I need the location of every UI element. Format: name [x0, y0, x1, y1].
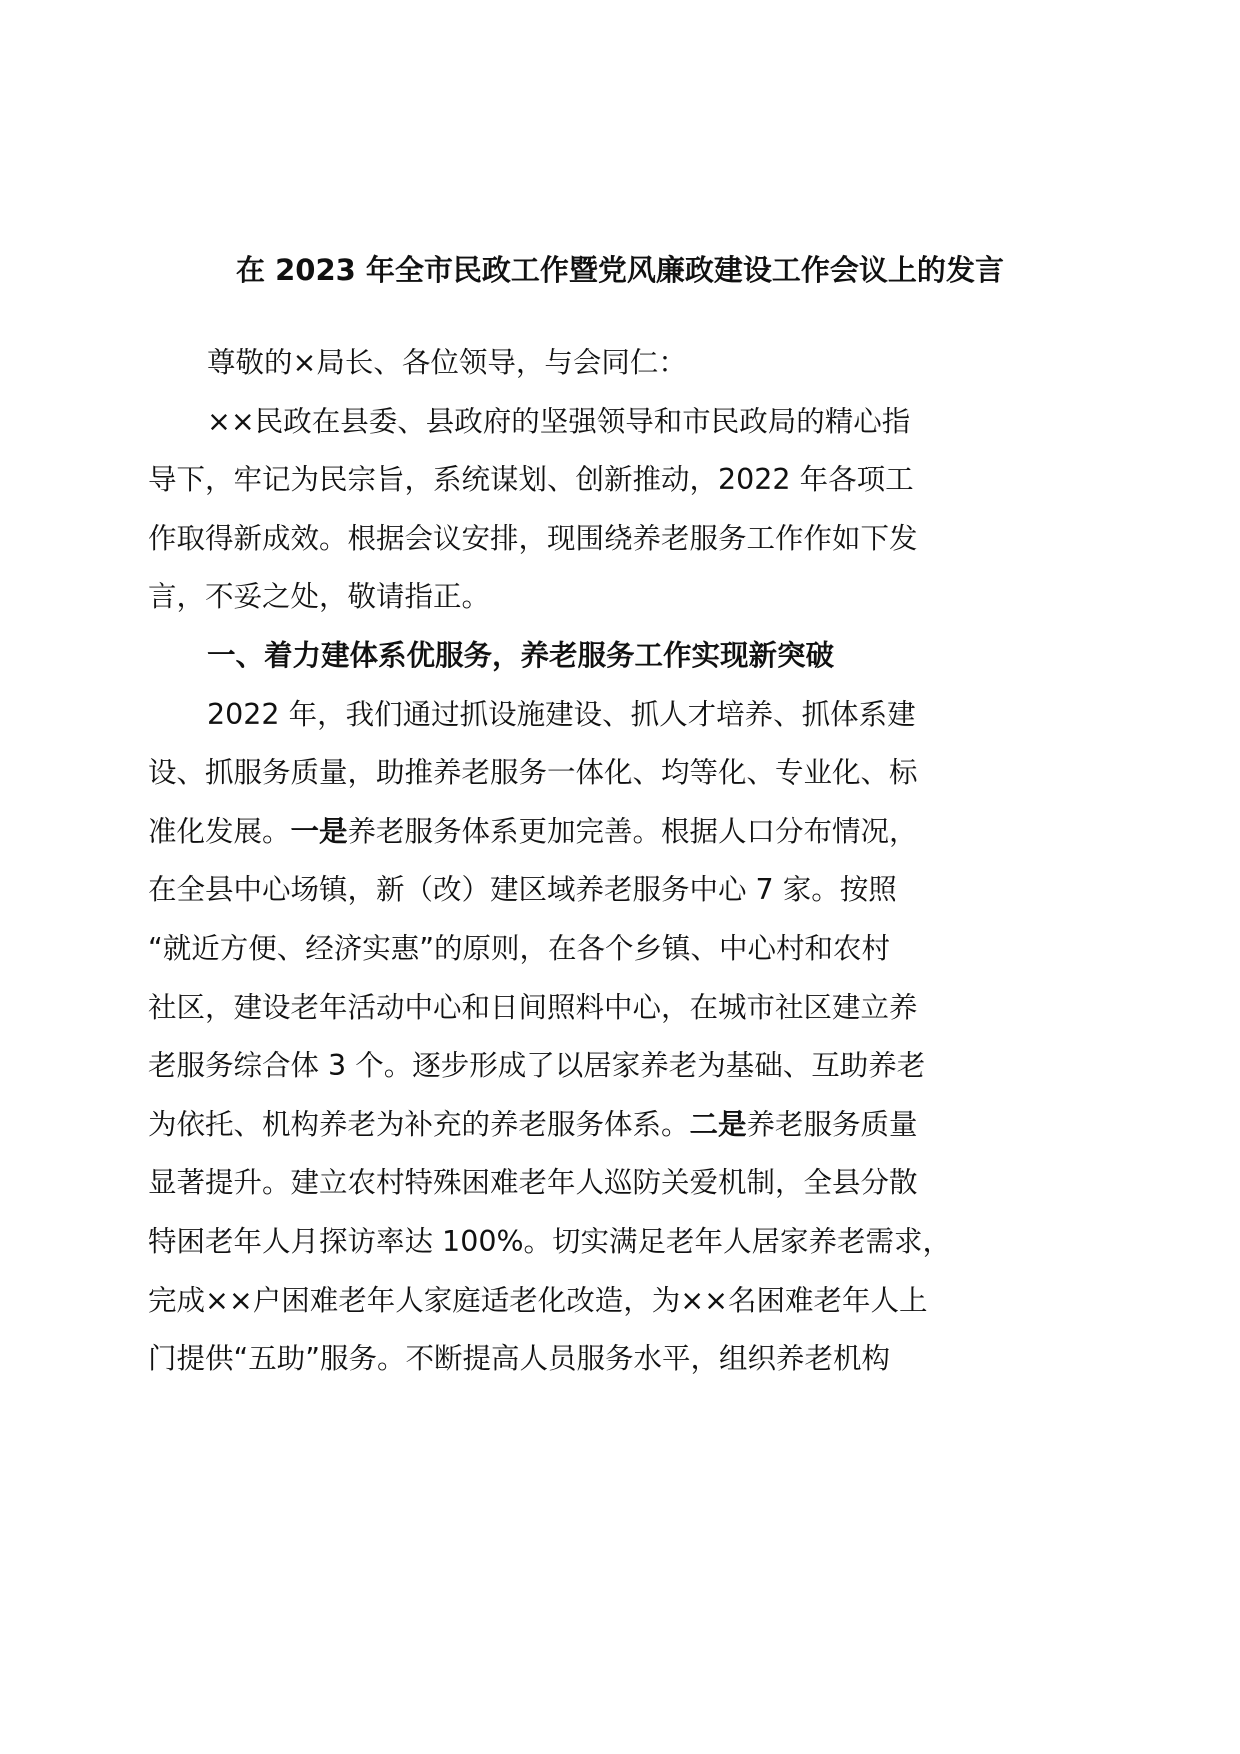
text-line [148, 510, 978, 569]
text-line [148, 920, 978, 979]
text-segment: 社区，建设老年活动中心和日间照料中心，在城市社区建立养 [148, 990, 918, 1024]
text-segment: ××民政在县委、县政府的坚强领导和市民政局的精心指 [207, 404, 911, 438]
text-segment: 设、抓服务质量，助推养老服务一体化、均等化、专业化、标 [148, 756, 918, 790]
text-segment: 完成××户困难老年人家庭适老化改造，为××名困难老年人上 [148, 1283, 928, 1317]
text-line [148, 1330, 978, 1389]
text-segment: 言，不妥之处，敬请指正。 [148, 580, 491, 614]
document-title: 在 2023 年全市民政工作暨党风廉政建设工作会议上的发言 [236, 253, 1004, 287]
text-segment: 养老服务质量 [746, 1107, 918, 1141]
text-segment: 为依托、机构养老为补充的养老服务体系。 [148, 1107, 690, 1141]
bold-text: 二是 [689, 1107, 747, 1141]
text-segment: 在全县中心场镇，新（改）建区域养老服务中心 7 家。按照 [148, 873, 897, 907]
text-line [148, 568, 978, 627]
text-segment: 作取得新成效。根据会议安排，现围绕养老服务工作作如下发 [148, 521, 918, 555]
text-line [148, 1154, 978, 1213]
text-segment: 2022 年，我们通过抓设施建设、抓人才培养、抓体系建 [207, 697, 916, 731]
text-line [148, 334, 978, 393]
bold-text: 一、着力建体系优服务，养老服务工作实现新突破 [207, 638, 835, 672]
text-line [148, 393, 978, 452]
text-segment: 特困老年人月探访率达 100%。切实满足老年人居家养老需求， [148, 1224, 952, 1258]
text-segment: 显著提升。建立农村特殊困难老年人巡防关爱机制，全县分散 [148, 1166, 918, 1200]
text-segment: 老服务综合体 3 个。逐步形成了以居家养老为基础、互助养老 [148, 1049, 926, 1083]
text-line [148, 1037, 978, 1096]
text-segment: 尊敬的×局长、各位领导，与会同仁： [207, 346, 687, 379]
text-line [148, 803, 978, 862]
document-body [148, 334, 978, 1389]
text-line [148, 861, 978, 920]
text-segment: 养老服务体系更加完善。根据人口分布情况， [347, 814, 918, 848]
text-segment: “就近方便、经济实惠”的原则，在各个乡镇、中心村和农村 [148, 931, 891, 965]
text-segment: 准化发展。 [148, 814, 291, 848]
text-line [148, 686, 978, 745]
text-segment: 导下，牢记为民宗旨，系统谋划、创新推动，2022 年各项工 [148, 463, 914, 497]
bold-text: 一是 [290, 814, 348, 848]
text-line [148, 1096, 978, 1155]
text-line [148, 451, 978, 510]
section-heading [148, 627, 978, 686]
text-segment: 门提供“五助”服务。不断提高人员服务水平，组织养老机构 [148, 1342, 891, 1376]
text-line [148, 1272, 978, 1331]
text-line [148, 1213, 978, 1272]
text-line [148, 744, 978, 803]
text-line [148, 979, 978, 1038]
